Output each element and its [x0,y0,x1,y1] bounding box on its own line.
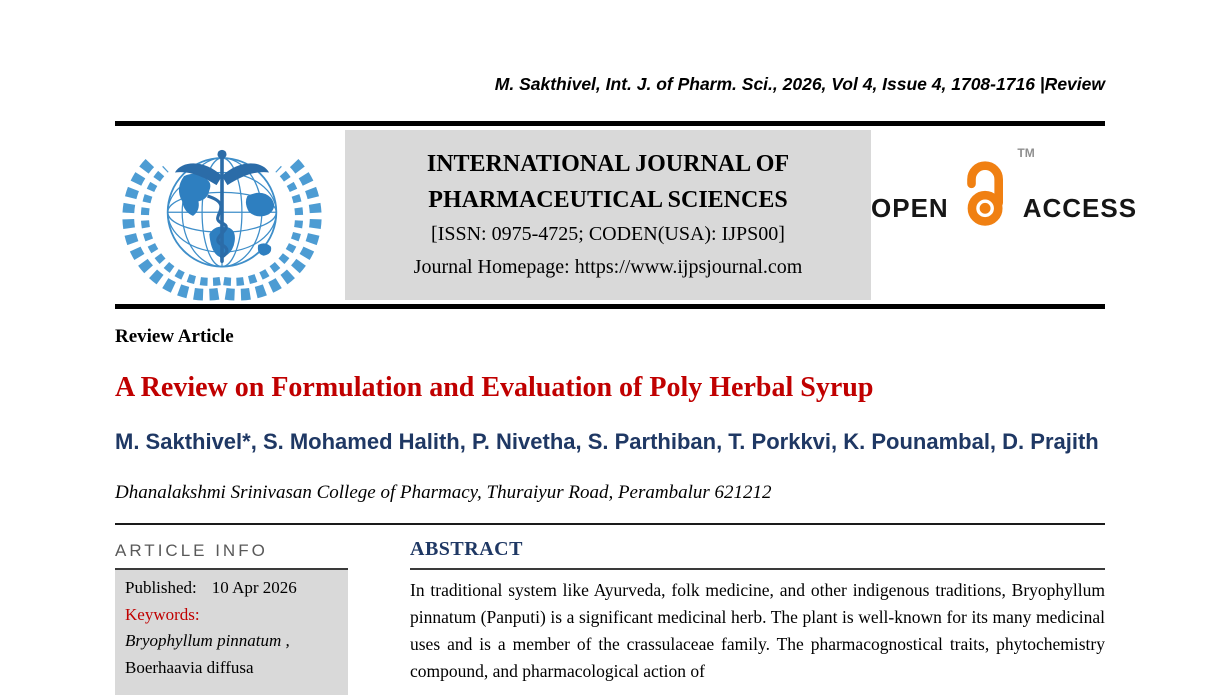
open-lock-wrap [957,146,1035,236]
masthead [115,126,1138,304]
journal-title-box [345,130,871,300]
open-access-open-label: OPEN [871,193,949,223]
abstract-heading: ABSTRACT [410,525,1105,570]
open-lock-icon [957,148,1015,236]
abstract-section [410,525,1105,695]
abstract-text: In traditional system like Ayurveda, folk medicine, and other indigenous traditions, Bryophyllum pinnatum (Panputi) is a significant medicinal herb. The plant is well-known for its many medicinal uses and is a member of the crassulaceae family. The pharmacognostical traits, phytochemistry compound, and pharmacological action of [410,580,1105,681]
published-line [125,575,338,602]
published-date: 10 Apr 2026 [211,578,297,597]
open-access-logo [871,148,1137,282]
masthead-bottom-rule [115,304,1105,309]
journal-title-line1: INTERNATIONAL JOURNAL OF [426,151,790,177]
journal-logo [115,127,328,303]
keyword-item: Bryophyllum pinnatum , [125,631,290,650]
journal-homepage-line: Journal Homepage: https://www.ijpsjournal.com [413,256,803,278]
authors-line: M. Sakthivel*, S. Mohamed Halith, P. Nivetha, S. Parthiban, T. Porkkvi, K. Pounambal, D. Prajith [115,429,1099,454]
open-access-access-label: ACCESS [1022,193,1138,223]
affiliation-line: Dhanalakshmi Srinivasan College of Pharmacy, Thuraiyur Road, Perambalur 621212 [115,482,772,503]
article-title: A Review on Formulation and Evaluation of Poly Herbal Syrup [115,372,874,403]
article-info-box [115,570,348,695]
published-label: Published: [125,578,197,597]
article-type-label: Review Article [115,326,234,347]
keyword-item: Boerhaavia diffusa [125,657,254,677]
journal-title-line2: PHARMACEUTICAL SCIENCES [428,187,788,213]
info-abstract-columns [115,525,1105,695]
article-info-section [115,525,348,695]
article-info-heading: ARTICLE INFO [115,525,348,570]
keywords-label: Keywords: [125,604,200,624]
journal-emblem-icon [122,129,322,301]
trademark-label: TM [1017,146,1035,160]
citation-header: M. Sakthivel, Int. J. of Pharm. Sci., 2026, Vol 4, Issue 4, 1708-1716 |Review [494,74,1105,94]
journal-issn-line: [ISSN: 0975-4725; CODEN(USA): IJPS00] [431,223,785,245]
article-page [115,0,1138,695]
